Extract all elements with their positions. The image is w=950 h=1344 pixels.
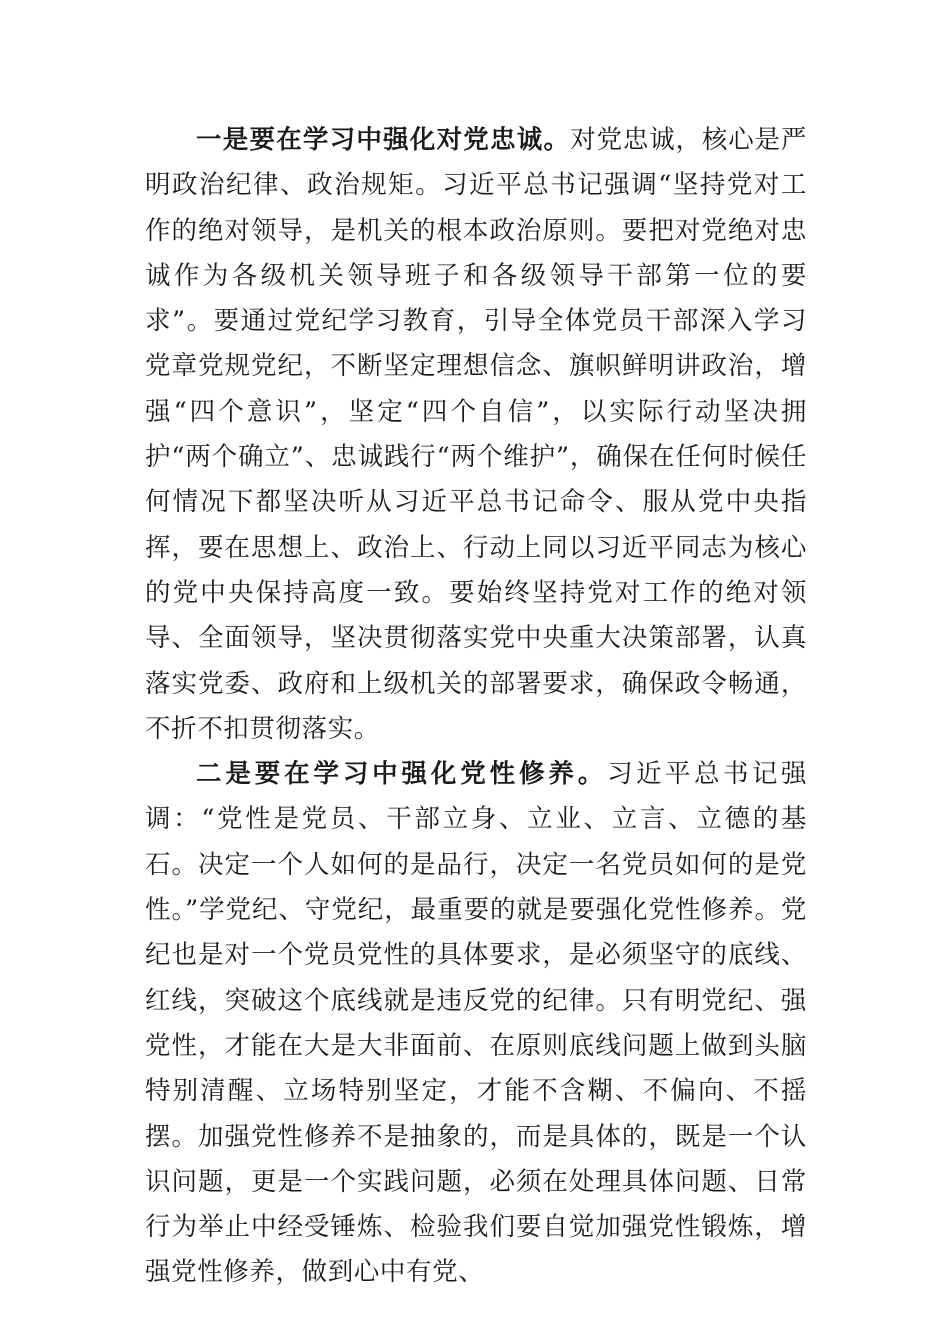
- paragraph-1-lead: 一是要在学习中强化对党忠诚。: [196, 125, 571, 155]
- document-body: [145, 118, 807, 1296]
- paragraph-1-body: 对党忠诚，核心是严明政治纪律、政治规矩。习近平总书记强调“坚持党对工作的绝对领导，是机关的根本政治原则。要把对党绝对忠诚作为各级机关领导班子和各级领导干部第一位的要求”。要通过党纪学习教育，引导全体党员干部深入学习党章党规党纪，不断坚定理想信念、旗帜鲜明讲政治，增强“四个意识”，坚定“四个自信”，以实际行动坚决拥护“两个确立”、忠诚践行“两个维护”，确保在任何时候任何情况下都坚决听从习近平总书记命令、服从党中央指挥，要在思想上、政治上、行动上同以习近平同志为核心的党中央保持高度一致。要始终坚持党对工作的绝对领导、全面领导，坚决贯彻落实党中央重大决策部署，认真落实党委、政府和上级机关的部署要求，确保政令畅通，不折不扣贯彻落实。: [145, 125, 807, 744]
- paragraph-1: [145, 118, 807, 752]
- paragraph-2: [145, 752, 807, 1296]
- paragraph-2-lead: 二是要在学习中强化党性修养。: [196, 759, 608, 790]
- paragraph-2-body: 习近平总书记强调：“党性是党员、干部立身、立业、立言、立德的基石。决定一个人如何的是品行，决定一名党员如何的是党性。”学党纪、守党纪，最重要的就是要强化党性修养。党纪也是对一个党员党性的具体要求，是必须坚守的底线、红线，突破这个底线就是违反党的纪律。只有明党纪、强党性，才能在大是大非面前、在原则底线问题上做到头脑特别清醒、立场特别坚定，才能不含糊、不偏向、不摇摆。加强党性修养不是抽象的，而是具体的，既是一个认识问题，更是一个实践问题，必须在处理具体问题、日常行为举止中经受锤炼、检验我们要自觉加强党性锻炼，增强党性修养，做到心中有党、: [145, 759, 807, 1288]
